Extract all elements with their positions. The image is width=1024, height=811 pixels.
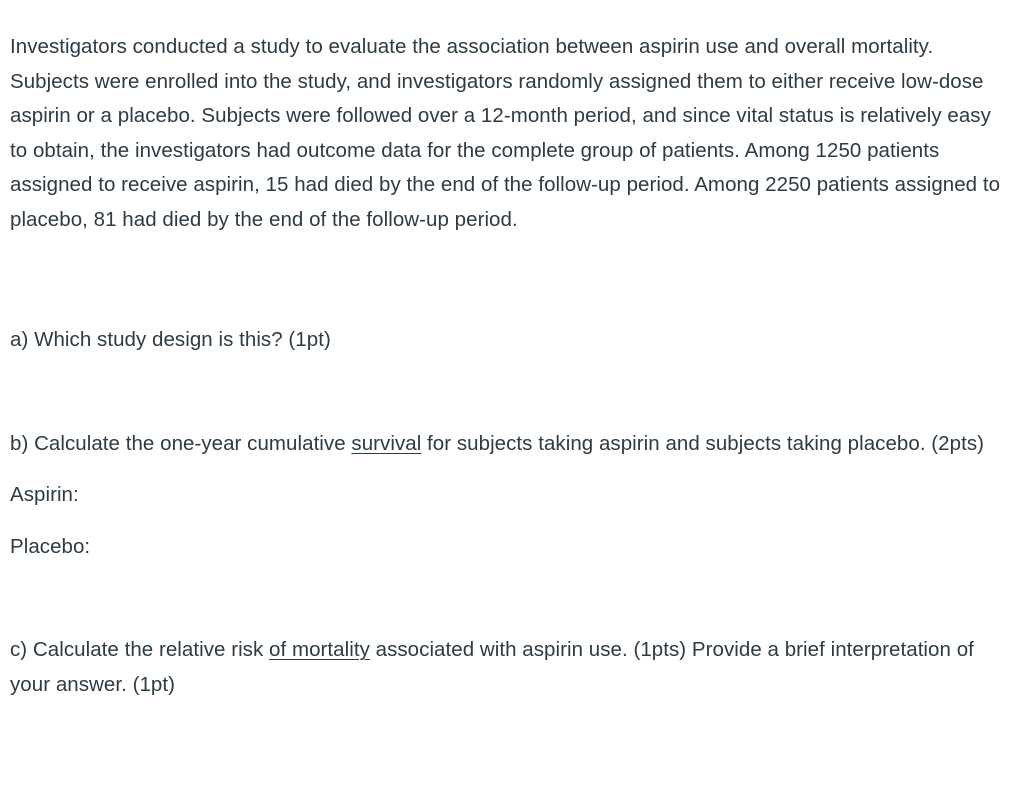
question-c (10, 633, 1006, 702)
question-b-emphasis: survival (351, 431, 422, 455)
study-description: Investigators conducted a study to evaluate the association between aspirin use and overall mortality. Subjects were enrolled into the study, and investigators randomly assigned them to either receive low-dose aspirin or a placebo. Subjects were followed over a 12-month period, and since vital status is relatively easy to obtain, the investigators had outcome data for the complete group of patients. Among 1250 patients assigned to receive aspirin, 15 had died by the end of the follow-up period. Among 2250 patients assigned to placebo, 81 had died by the end of the follow-up period. (10, 35, 1001, 231)
aspirin-answer-label: Aspirin: (10, 483, 79, 506)
question-c-emphasis: of mortality (269, 638, 370, 661)
question-a: a) Which study design is this? (1pt) (10, 328, 331, 351)
question-b-text-end: for subjects taking aspirin and subjects taking placebo. (2pts) (421, 431, 985, 455)
document-page (10, 30, 1006, 702)
question-b-text-start: b) Calculate the one-year cumulative (10, 431, 352, 455)
question-c-text-end: associated with aspirin use. (1pts) Provide a brief interpretation of your answer. (1pt) (10, 638, 974, 696)
question-b (10, 427, 1006, 462)
question-c-text-start: c) Calculate the relative risk (10, 638, 270, 661)
placebo-answer-label: Placebo: (10, 534, 91, 558)
